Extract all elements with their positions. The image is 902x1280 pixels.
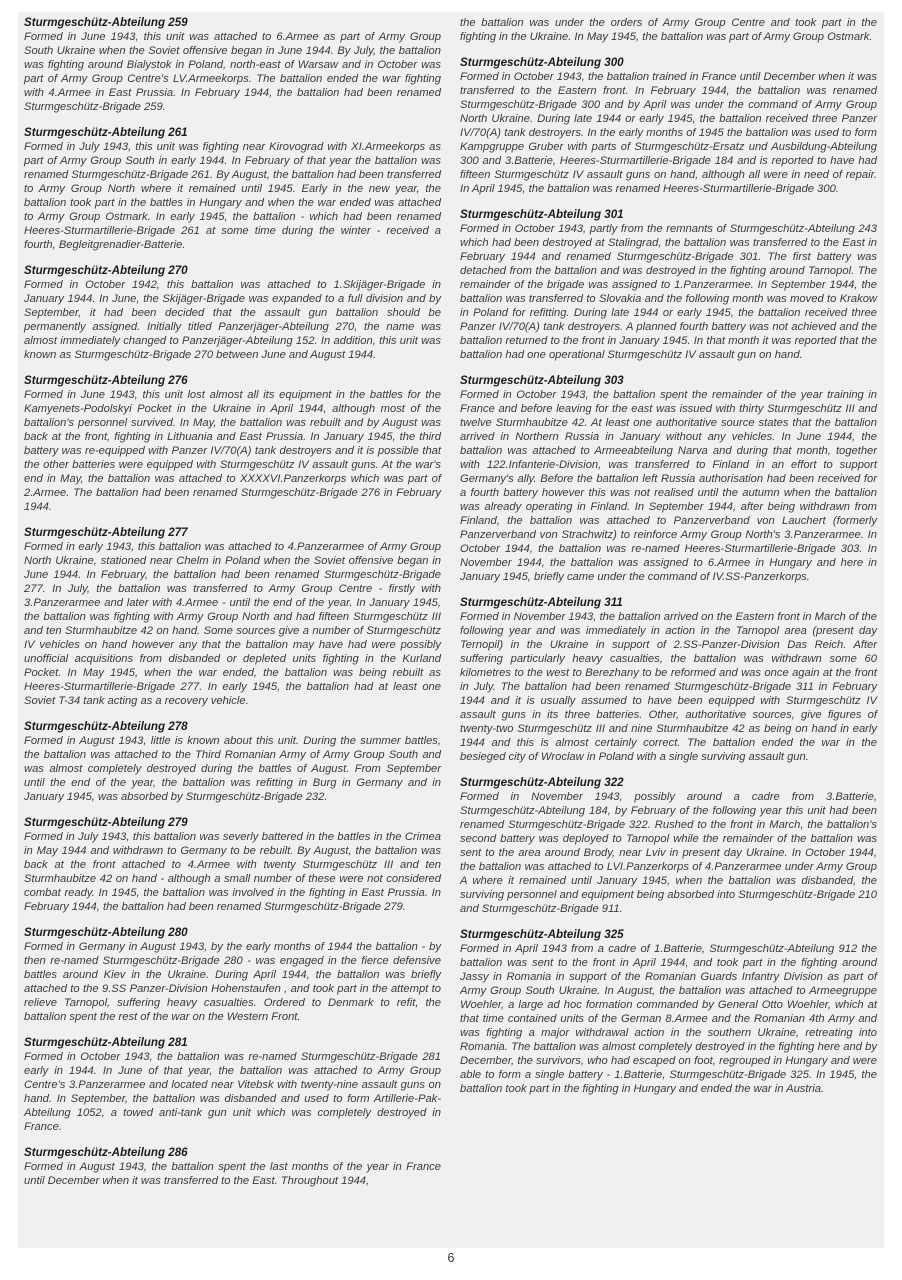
unit-heading: Sturmgeschütz-Abteilung 279	[24, 816, 188, 829]
unit-paragraph: Formed in November 1943, possibly around a cadre from 3.Batterie, Sturmgeschütz-Abteilung 184, by February of the following year this unit had been renamed Sturmgeschütz-Brigade 322. Rushed to the front in March, the battalion's second battery was deployed to Tarnopol while the remainder of the battalion was sent to the area around Brody, near Lviv in present day Ukraine. In October 1944, the battalion was attached to LVI.Panzerkorps of 4.Panzerarmee under Army Group A where it remained until January 1945, when the battalion was disbanded, the surviving personnel and equipment being absorbed into Sturmgeschütz-Brigade 210 and Sturmgeschütz-Brigade 911.	[460, 791, 877, 915]
unit-section	[460, 208, 877, 362]
unit-section	[460, 776, 877, 916]
unit-section	[24, 526, 441, 708]
unit-section	[24, 816, 441, 914]
unit-heading: Sturmgeschütz-Abteilung 303	[460, 374, 624, 387]
unit-paragraph: Formed in Germany in August 1943, by the early months of 1944 the battalion - by then re-named Sturmgeschütz-Brigade 280 - was engaged in the fierce defensive battles around Kiev in the Ukraine. During April 1944, the battalion was briefly attached to the 9.SS Panzer-Division Hohenstaufen , and took part in the attempt to relieve Tarnopol, suffering heavy casualties. Ordered to Denmark to refit, the battalion spent the rest of the war on the Western Front.	[24, 941, 441, 1023]
unit-paragraph: Formed in June 1943, this unit was attached to 6.Armee as part of Army Group South Ukraine when the Soviet offensive began in June 1944. By July, the battalion was fighting around Bialystok in Poland, north-east of Warsaw and in October was part of Army Group Centre's LV.Armeekorps. The battalion ended the war fighting with 4.Armee in East Prussia. In February 1944, the battalion had been renamed Sturmgeschütz-Brigade 259.	[24, 31, 441, 113]
unit-heading: Sturmgeschütz-Abteilung 322	[460, 776, 624, 789]
unit-heading: Sturmgeschütz-Abteilung 286	[24, 1146, 188, 1159]
unit-paragraph: Formed in October 1942, this battalion was attached to 1.Skijäger-Brigade in January 1944. In June, the Skijäger-Brigade was expanded to a full division and by September, it had been decided that the assault gun battalion should be permanently assigned. Initially titled Panzerjäger-Abteilung 270, the name was almost immediately changed to Panzerjäger-Abteilung 152. In addition, this unit was known as Sturmgeschütz-Brigade 270 between June and August 1944.	[24, 279, 441, 361]
unit-section	[24, 720, 441, 804]
unit-paragraph: Formed in July 1943, this unit was fighting near Kirovograd with XI.Armeekorps as part of Army Group South in early 1944. In February of that year the battalion was renamed Sturmgeschütz-Brigade 261. By August, the battalion had been transferred to Army Group North where it remained until 1945. Early in the new year, the battalion took part in the battles in Hungary and when the war ended was attached to Army Group Ostmark. In early 1945, the battalion - which had been renamed Heeres-Sturmartillerie-Brigade 261 at some time during the winter - received a fourth, Begleitgrenadier-Batterie.	[24, 141, 441, 251]
unit-heading: Sturmgeschütz-Abteilung 325	[460, 928, 624, 941]
left-column	[24, 16, 441, 1238]
unit-heading: Sturmgeschütz-Abteilung 277	[24, 526, 188, 539]
unit-paragraph: Formed in June 1943, this unit lost almost all its equipment in the battles for the Kamyenets-Podolskyi Pocket in the Ukraine in April 1944, although most of the battalion's personnel survived. In May, the battalion was rebuilt and by August was back at the front, fighting in Lithuania and East Prussia. In January 1945, the third battery was re-equipped with Panzer IV/70(A) tank destroyers and it is possible that the other batteries were equipped with Sturmgeschütz IV assault guns. At the war's end in May, the battalion was attached to XXXXVI.Panzerkorps which was part of 2.Armee. The battalion had been renamed Sturmgeschütz-Brigade 276 in February 1944.	[24, 389, 441, 513]
unit-section	[460, 596, 877, 764]
unit-paragraph: Formed in July 1943, this battalion was severly battered in the battles in the Crimea in May 1944 and withdrawn to Germany to be rebuilt. By August, the battalion was back at the front attached to 4.Armee with twenty Sturmgeschütz III and ten Sturmhaubitze 42 on hand - although a small number of these were not considered combat ready. In 1945, the battalion was involved in the fighting in East Prussia. In February 1944, the battalion had been renamed Sturmgeschütz-Brigade 279.	[24, 831, 441, 913]
unit-heading: Sturmgeschütz-Abteilung 280	[24, 926, 188, 939]
unit-paragraph: Formed in October 1943, the battalion spent the remainder of the year training in France and before leaving for the east was issued with thirty Sturmgeschütz III and twelve Sturmhaubitze 42. At least one authoritative source states that the battalion arrived in Northern Russia in January without any vehicles. In June 1944, the battalion was attached to Armeeabteilung Narva and during that month, together with 122.Infanterie-Division, was transferred to Finland in an effort to support Germany's ally. Before the battalion left Russia authorisation had been received for a fourth battery however this was not realised until the autumn when the battalion was already operating in Finland. In September 1944, after being withdrawn from Finland, the battalion was attached to Panzerverband von Lauchert (formerly Panzerverband von Strachwitz) to reinforce Army Group North's 3.Panzerarmee. In October 1944, the battalion was re-named Heeres-Sturmartillerie-Brigade 303. In November 1944, the battalion was assigned to 6.Armee in Hungary and here in January 1945, briefly came under the command of IV.SS-Panzerkorps.	[460, 389, 877, 583]
unit-heading: Sturmgeschütz-Abteilung 300	[460, 56, 624, 69]
unit-section	[460, 56, 877, 196]
unit-paragraph: Formed in August 1943, little is known about this unit. During the summer battles, the battalion was attached to the Third Romanian Army of Army Group South and was almost completely destroyed during the battles of August. From September until the end of the year, the battalion was refitting in Burg in Germany and in January 1945, was absorbed by Sturmgeschütz-Brigade 232.	[24, 735, 441, 803]
document-page	[18, 12, 884, 1248]
unit-paragraph: the battalion was under the orders of Army Group Centre and took part in the fighting in the Ukraine. In May 1945, the battalion was part of Army Group Ostmark.	[460, 17, 877, 43]
unit-section	[24, 126, 441, 252]
unit-paragraph: Formed in November 1943, the battalion arrived on the Eastern front in March of the following year and was immediately in action in the Tarnopol area (present day Ternopil) in the Ukraine in support of 2.SS-Panzer-Division Das Reich. After suffering particularly heavy casualties, the battalion was withdrawn some 60 kilometres to the west to Berezhany to be reformed and was once again at the front in July. The battalion had been renamed Sturmgeschütz-Brigade 311 in February 1944 and it is usually assumed to have been equipped with Sturmgeschütz IV assault guns in its three batteries. Other, authoritative sources, give figures of twenty-two Sturmgeschütz III and nine Sturmhaubitze 42 as being on hand in early 1944 and this is almost certainly correct. The battalion ended the war in the besieged city of Wroclaw in Poland with a single surviving assault gun.	[460, 611, 877, 763]
unit-heading: Sturmgeschütz-Abteilung 261	[24, 126, 188, 139]
unit-section	[460, 374, 877, 584]
unit-section	[24, 264, 441, 362]
unit-section	[24, 926, 441, 1024]
unit-section	[24, 1146, 441, 1188]
unit-section	[24, 16, 441, 114]
unit-heading: Sturmgeschütz-Abteilung 301	[460, 208, 624, 221]
unit-heading: Sturmgeschütz-Abteilung 270	[24, 264, 188, 277]
right-column	[460, 16, 877, 1238]
unit-paragraph: Formed in early 1943, this battalion was attached to 4.Panzerarmee of Army Group North Ukraine, stationed near Chelm in Poland when the Soviet offensive began in June 1944. In February, the battalion had been renamed Sturmgeschütz-Brigade 277. In July, the battalion was transferred to Army Group Centre - firstly with 3.Panzerarmee and later with 4.Armee - until the end of the year. In January 1945, the battalion was fighting with Army Group North and had fifteen Sturmgeschütz III and ten Sturmhaubitze 42 on hand. Some sources give a number of Sturmgeschütz IV vehicles on hand however any that the battalion may have had were possibly unofficial acquisitions from disbanded or depleted units fighting in the Kurland Pocket. In May 1945, when the war ended, the battalion was being rebuilt as Heeres-Sturmartillerie-Brigade 277. In early 1945, the battalion had at least one Soviet T-34 tank acting as a recovery vehicle.	[24, 541, 441, 707]
unit-heading: Sturmgeschütz-Abteilung 278	[24, 720, 188, 733]
unit-paragraph: Formed in October 1943, partly from the remnants of Sturmgeschütz-Abteilung 243 which had been destroyed at Stalingrad, the battalion was transferred to the East in February 1944 and renamed Sturmgeschütz-Brigade 301. The first battery was detached from the battalion and was destroyed in the fighting around Tarnopol. The remainder of the brigade was assigned to 1.Panzerarmee. In September 1944, the battalion was transferred to Slovakia and the following month was moved to Krakow in Poland for refitting. During late 1944 or early 1945, the battalion received three Panzer IV/70(A) tank destroyers. A planned fourth battery was not achieved and the battalion returned to the front in January 1945. In that month it was reported that the battalion had one operational Sturmgeschütz IV assault gun on hand.	[460, 223, 877, 361]
unit-paragraph: Formed in October 1943, the battalion was re-named Sturmgeschütz-Brigade 281 early in 1944. In June of that year, the battalion was attached to Army Group Centre's 3.Panzerarmee and located near Vitebsk with twenty-nine assault guns on hand. In September, the battalion was disbanded and used to form Artillerie-Pak-Abteilung 1052, a towed anti-tank gun unit which was completely destroyed in France.	[24, 1051, 441, 1133]
unit-heading: Sturmgeschütz-Abteilung 276	[24, 374, 188, 387]
unit-heading: Sturmgeschütz-Abteilung 311	[460, 596, 623, 609]
unit-section	[460, 928, 877, 1096]
unit-paragraph: Formed in October 1943, the battalion trained in France until December when it was transferred to the Eastern front. In February 1944, the battalion was renamed Sturmgeschütz-Brigade 300 and by April was under the command of Army Group North Ukraine. During late 1944 or early 1945, the battalion received three Panzer IV/70(A) tank destroyers. In the early months of 1945 the battalion was used to form Kampgruppe Gruber with parts of Sturmgeschütz-Ersatz und Ausbildung-Abteilung 300 and 3.Batterie, Heeres-Sturmartillerie-Brigade 184 and is reported to have had fifteen Sturmgeschütz IV assault guns on hand, although all were in need of repair. In April 1945, the battalion was renamed Heeres-Sturmartillerie-Brigade 300.	[460, 71, 877, 195]
unit-heading: Sturmgeschütz-Abteilung 281	[24, 1036, 188, 1049]
unit-section	[24, 1036, 441, 1134]
unit-paragraph: Formed in August 1943, the battalion spent the last months of the year in France until December when it was transferred to the East. Throughout 1944,	[24, 1161, 441, 1187]
page-number: 6	[447, 1251, 455, 1265]
unit-heading: Sturmgeschütz-Abteilung 259	[24, 16, 188, 29]
unit-section	[460, 16, 877, 44]
unit-paragraph: Formed in April 1943 from a cadre of 1.Batterie, Sturmgeschütz-Abteilung 912 the battalion was sent to the front in April 1944, and took part in the fighting around Jassy in Romania in support of the Romanian Guards Infantry Division as part of Army Group South Ukraine. In August, the battalion was attached to Armeegruppe Woehler, a large ad hoc formation commanded by General Otto Woehler, which at that time contained units of the German 8.Armee and the Romanian 4th Army and was fighting a major withdrawal action in the southern Ukraine, retreating into Romania. The battalion was almost completely destroyed in the fighting here and by December, the survivors, who had escaped on foot, regrouped in Hungary and were able to form a single battery - 1.Batterie, Sturmgeschütz-Brigade 325. In 1945, the battalion took part in the fighting in Hungary and ended the war in Austria.	[460, 943, 877, 1095]
unit-section	[24, 374, 441, 514]
